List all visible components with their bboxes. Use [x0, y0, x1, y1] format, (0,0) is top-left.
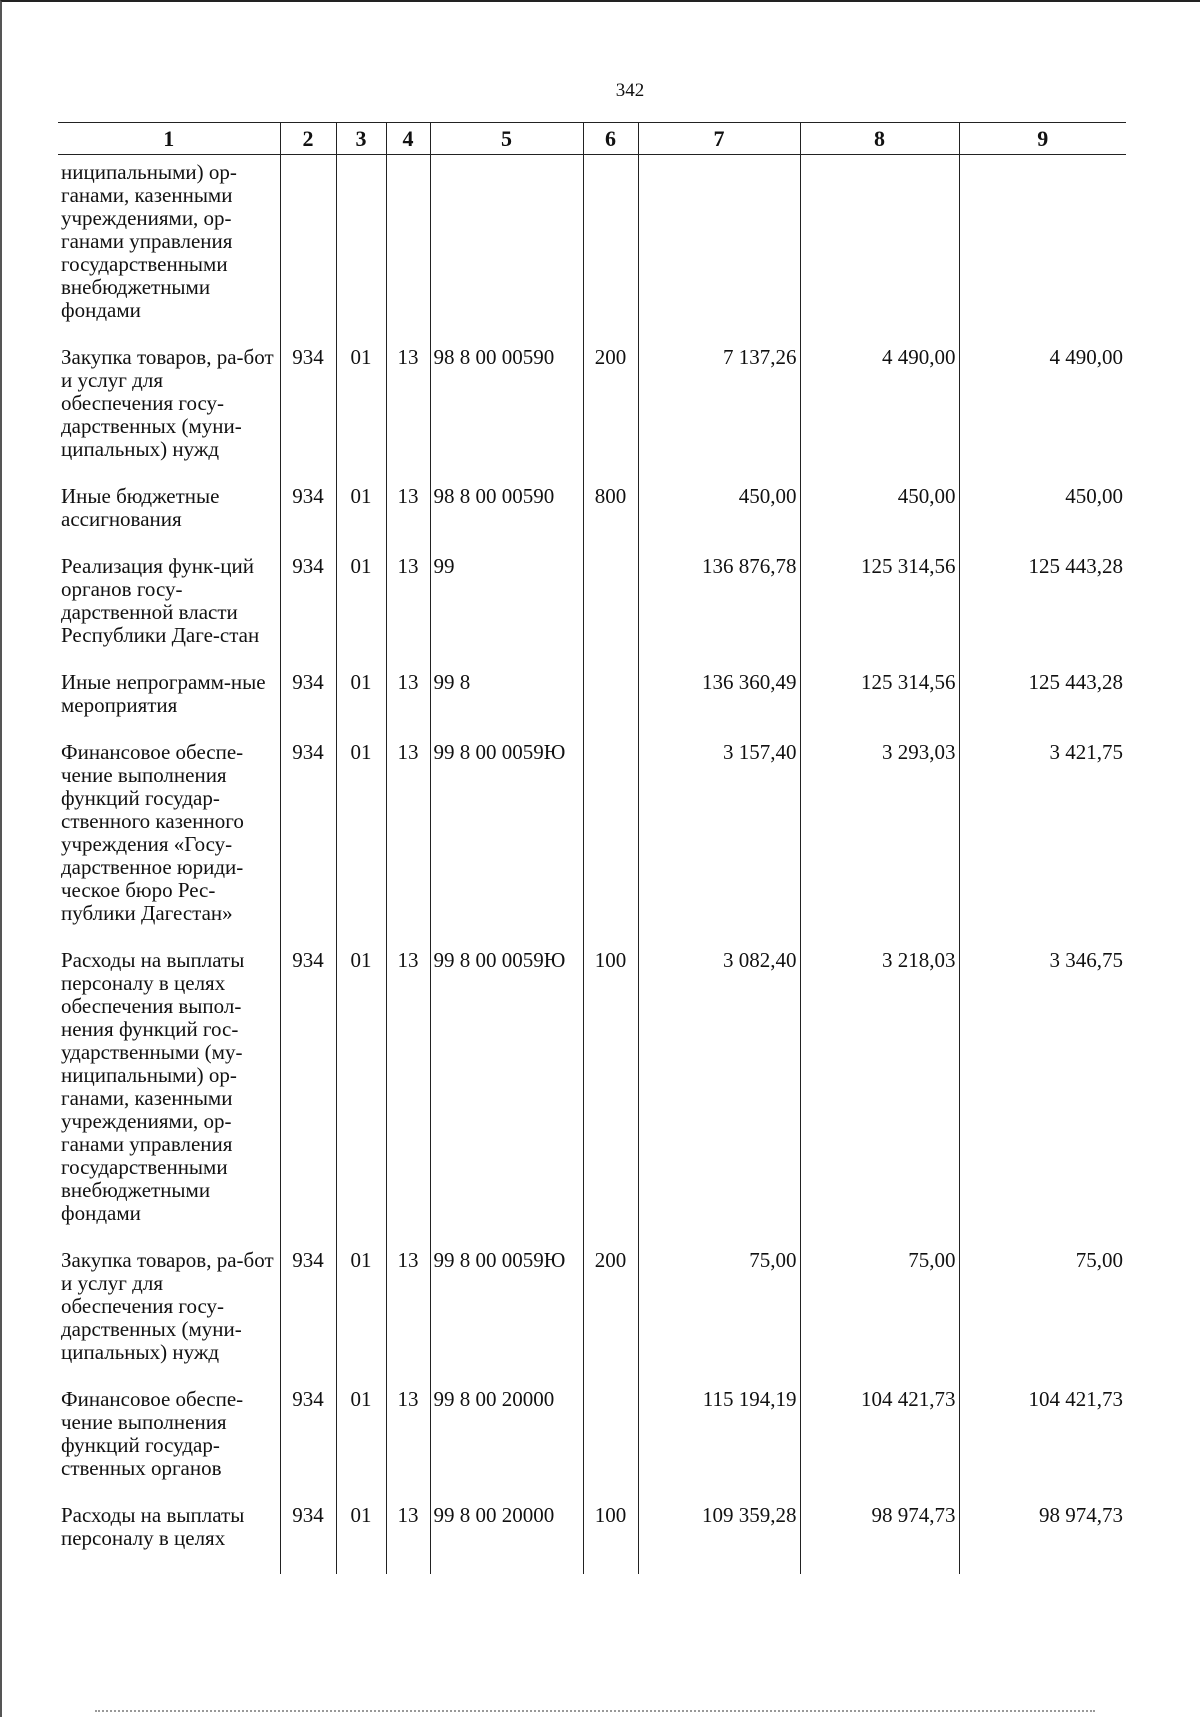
target-article-cell: 99 8 00 0059Ю [430, 1245, 583, 1384]
item-name-cell: Финансовое обеспе-чение выполнения функций государ-ственных органов [61, 1387, 244, 1480]
ministry-code-cell: 934 [280, 667, 336, 737]
amount-year-2-cell: 104 421,73 [800, 1384, 959, 1500]
section-code-cell: 01 [336, 342, 386, 481]
expense-type-cell [583, 155, 638, 343]
expense-type-cell: 200 [583, 342, 638, 481]
expense-type-cell [583, 551, 638, 667]
amount-year-3-cell: 75,00 [959, 1245, 1126, 1384]
section-code-cell: 01 [336, 551, 386, 667]
target-article-cell: 99 8 00 0059Ю [430, 737, 583, 945]
column-header: 1 [58, 123, 280, 155]
section-code-cell: 01 [336, 1384, 386, 1500]
column-header: 8 [800, 123, 959, 155]
section-code-cell: 01 [336, 1500, 386, 1574]
table-row [58, 1500, 1126, 1574]
ministry-code-cell: 934 [280, 1384, 336, 1500]
table-row [58, 342, 1126, 481]
subsection-code-cell: 13 [386, 1500, 430, 1574]
subsection-code-cell: 13 [386, 1245, 430, 1384]
amount-year-3-cell: 4 490,00 [959, 342, 1126, 481]
amount-year-1-cell: 136 360,49 [638, 667, 800, 737]
table-row [58, 1245, 1126, 1384]
target-article-cell: 99 8 00 20000 [430, 1384, 583, 1500]
amount-year-2-cell: 125 314,56 [800, 667, 959, 737]
item-name-cell: Финансовое обеспе-чение выполнения функций государ-ственного казенного учреждения «Госу-дарственное юриди-ческое бюро Рес-публики Дагестан» [61, 740, 244, 925]
amount-year-2-cell: 75,00 [800, 1245, 959, 1384]
column-header: 2 [280, 123, 336, 155]
target-article-cell: 99 8 00 20000 [430, 1500, 583, 1574]
subsection-code-cell [386, 155, 430, 343]
item-name-cell: Расходы на выплаты персоналу в целях [61, 1503, 245, 1550]
amount-year-3-cell: 104 421,73 [959, 1384, 1126, 1500]
ministry-code-cell: 934 [280, 481, 336, 551]
column-header: 4 [386, 123, 430, 155]
amount-year-3-cell: 450,00 [959, 481, 1126, 551]
amount-year-3-cell: 125 443,28 [959, 667, 1126, 737]
subsection-code-cell: 13 [386, 667, 430, 737]
section-code-cell: 01 [336, 1245, 386, 1384]
column-header: 9 [959, 123, 1126, 155]
item-name-cell: Расходы на выплаты персоналу в целях обеспечения выпол-нения функций гос-ударственными (му-ниципальными) ор-ганами, казенными учреждениями, ор-ганами управления государственными внебюджетными фондами [61, 948, 245, 1225]
table-row [58, 737, 1126, 945]
ministry-code-cell: 934 [280, 737, 336, 945]
page-number: 342 [615, 80, 645, 101]
expense-type-cell [583, 1384, 638, 1500]
table-header-row [58, 123, 1126, 155]
subsection-code-cell: 13 [386, 551, 430, 667]
target-article-cell: 99 8 [430, 667, 583, 737]
section-code-cell: 01 [336, 737, 386, 945]
amount-year-1-cell: 450,00 [638, 481, 800, 551]
table-row [58, 1384, 1126, 1500]
amount-year-2-cell: 125 314,56 [800, 551, 959, 667]
target-article-cell: 98 8 00 00590 [430, 481, 583, 551]
target-article-cell: 98 8 00 00590 [430, 342, 583, 481]
ministry-code-cell: 934 [280, 342, 336, 481]
expense-type-cell: 200 [583, 1245, 638, 1384]
section-code-cell [336, 155, 386, 343]
amount-year-3-cell: 98 974,73 [959, 1500, 1126, 1574]
amount-year-2-cell: 450,00 [800, 481, 959, 551]
amount-year-2-cell: 98 974,73 [800, 1500, 959, 1574]
ministry-code-cell: 934 [280, 1245, 336, 1384]
target-article-cell: 99 8 00 0059Ю [430, 945, 583, 1245]
expense-type-cell: 800 [583, 481, 638, 551]
amount-year-3-cell: 3 421,75 [959, 737, 1126, 945]
amount-year-3-cell [959, 155, 1126, 343]
ministry-code-cell [280, 155, 336, 343]
table-row [58, 551, 1126, 667]
ministry-code-cell: 934 [280, 945, 336, 1245]
item-name-cell: Иные бюджетные ассигнования [61, 484, 220, 531]
expense-type-cell [583, 737, 638, 945]
table-row [58, 155, 1126, 343]
column-header: 3 [336, 123, 386, 155]
target-article-cell: 99 [430, 551, 583, 667]
section-code-cell: 01 [336, 945, 386, 1245]
ministry-code-cell: 934 [280, 1500, 336, 1574]
subsection-code-cell: 13 [386, 481, 430, 551]
item-name-cell: ниципальными) ор-ганами, казенными учреждениями, ор-ганами управления государственными внебюджетными фондами [61, 160, 237, 322]
section-code-cell: 01 [336, 481, 386, 551]
column-header: 7 [638, 123, 800, 155]
column-header: 5 [430, 123, 583, 155]
expense-type-cell: 100 [583, 1500, 638, 1574]
amount-year-1-cell: 3 082,40 [638, 945, 800, 1245]
budget-table [58, 122, 1126, 1574]
item-name-cell: Закупка товаров, ра-бот и услуг для обеспечения госу-дарственных (муни-ципальных) нужд [61, 1248, 274, 1364]
amount-year-1-cell: 7 137,26 [638, 342, 800, 481]
item-name-cell: Реализация функ-ций органов госу-дарственной власти Республики Даге-стан [61, 554, 260, 647]
section-code-cell: 01 [336, 667, 386, 737]
target-article-cell [430, 155, 583, 343]
table-row [58, 945, 1126, 1245]
column-header: 6 [583, 123, 638, 155]
amount-year-1-cell: 136 876,78 [638, 551, 800, 667]
item-name-cell: Иные непрограмм-ные мероприятия [61, 670, 266, 717]
subsection-code-cell: 13 [386, 737, 430, 945]
subsection-code-cell: 13 [386, 342, 430, 481]
amount-year-1-cell: 75,00 [638, 1245, 800, 1384]
amount-year-2-cell: 3 293,03 [800, 737, 959, 945]
subsection-code-cell: 13 [386, 945, 430, 1245]
expense-type-cell [583, 667, 638, 737]
table-row [58, 667, 1126, 737]
amount-year-1-cell: 115 194,19 [638, 1384, 800, 1500]
amount-year-2-cell: 4 490,00 [800, 342, 959, 481]
amount-year-1-cell [638, 155, 800, 343]
amount-year-1-cell: 109 359,28 [638, 1500, 800, 1574]
expense-type-cell: 100 [583, 945, 638, 1245]
amount-year-2-cell: 3 218,03 [800, 945, 959, 1245]
amount-year-1-cell: 3 157,40 [638, 737, 800, 945]
amount-year-3-cell: 3 346,75 [959, 945, 1126, 1245]
item-name-cell: Закупка товаров, ра-бот и услуг для обеспечения госу-дарственных (муни-ципальных) нужд [61, 345, 274, 461]
table-row [58, 481, 1126, 551]
scan-artifact-line [95, 1710, 1095, 1714]
ministry-code-cell: 934 [280, 551, 336, 667]
amount-year-3-cell: 125 443,28 [959, 551, 1126, 667]
subsection-code-cell: 13 [386, 1384, 430, 1500]
amount-year-2-cell [800, 155, 959, 343]
